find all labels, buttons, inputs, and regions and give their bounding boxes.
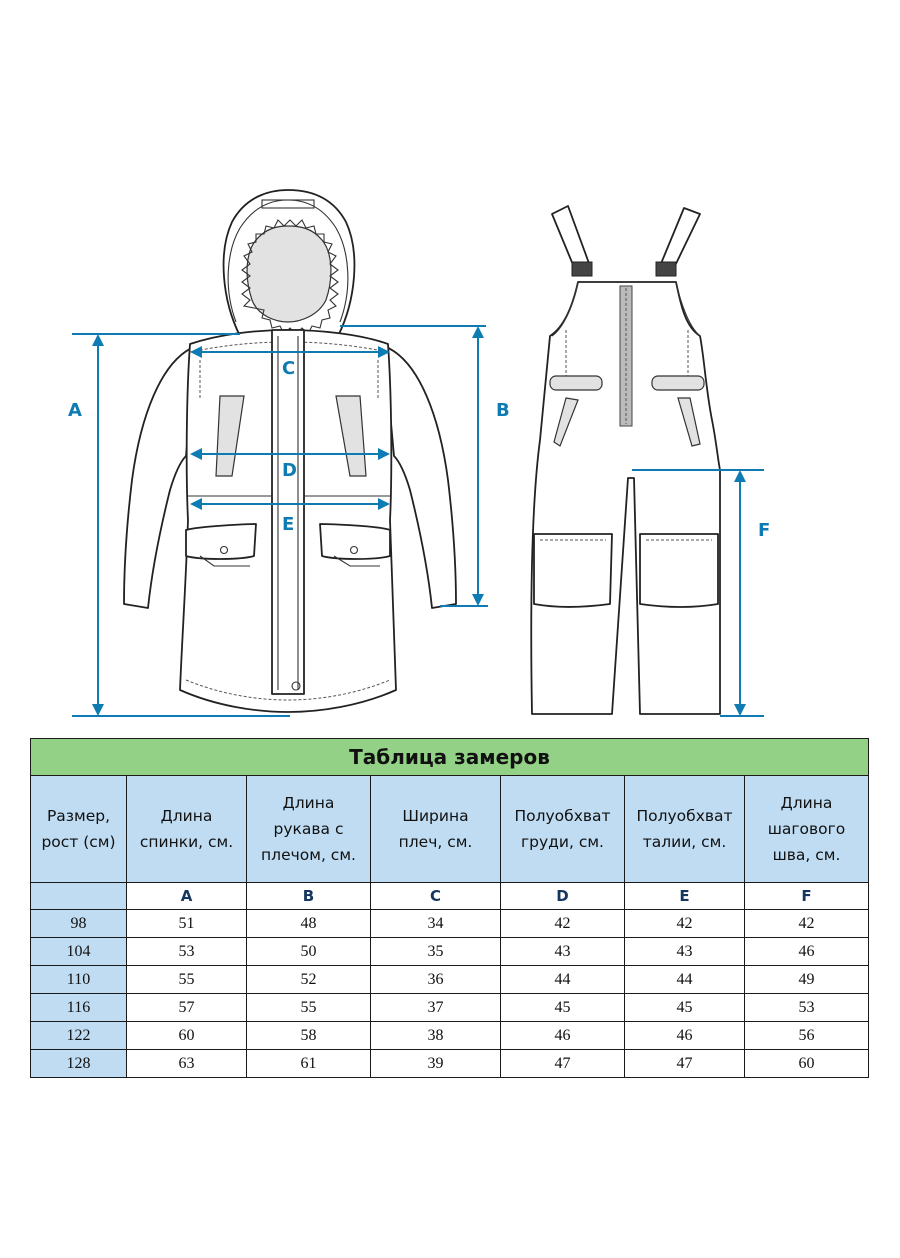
table-cell: 49 [745, 966, 869, 994]
overalls-drawing [531, 206, 720, 714]
table-cell: 42 [625, 910, 745, 938]
letter-cell: E [625, 883, 745, 910]
table-row [31, 1050, 869, 1078]
table-cell: 42 [501, 910, 625, 938]
table-cell: 46 [745, 938, 869, 966]
header-shoulder-width: Ширина плеч, см. [371, 776, 501, 883]
table-cell: 46 [625, 1022, 745, 1050]
table-cell: 60 [127, 1022, 247, 1050]
table-cell: 50 [247, 938, 371, 966]
dimension-letter-b: B [496, 400, 510, 421]
table-cell: 48 [247, 910, 371, 938]
table-cell: 35 [371, 938, 501, 966]
table-cell: 39 [371, 1050, 501, 1078]
table-cell: 42 [745, 910, 869, 938]
table-cell: 34 [371, 910, 501, 938]
table-cell: 47 [501, 1050, 625, 1078]
size-table [30, 738, 869, 1078]
header-inseam: Длина шагового шва, см. [745, 776, 869, 883]
size-cell: 128 [31, 1050, 127, 1078]
size-cell: 116 [31, 994, 127, 1022]
letter-cell: B [247, 883, 371, 910]
table-cell: 60 [745, 1050, 869, 1078]
table-row [31, 1022, 869, 1050]
table-cell: 36 [371, 966, 501, 994]
table-cell: 38 [371, 1022, 501, 1050]
table-row [31, 910, 869, 938]
header-waist: Полуобхват талии, см. [625, 776, 745, 883]
header-chest: Полуобхват груди, см. [501, 776, 625, 883]
size-cell: 104 [31, 938, 127, 966]
table-cell: 37 [371, 994, 501, 1022]
table-cell: 57 [127, 994, 247, 1022]
dimension-letter-a: A [68, 400, 82, 421]
table-cell: 53 [127, 938, 247, 966]
table-row [31, 938, 869, 966]
jacket-drawing [124, 190, 456, 712]
table-cell: 43 [501, 938, 625, 966]
table-row [31, 994, 869, 1022]
letter-cell: C [371, 883, 501, 910]
dimension-letter-c: C [282, 358, 296, 379]
table-cell: 44 [625, 966, 745, 994]
letter-cell: A [127, 883, 247, 910]
letter-row [31, 883, 869, 910]
table-cell: 55 [127, 966, 247, 994]
table-cell: 56 [745, 1022, 869, 1050]
table-cell: 55 [247, 994, 371, 1022]
header-sleeve-length: Длина рукава с плечом, см. [247, 776, 371, 883]
table-cell: 43 [625, 938, 745, 966]
table-cell: 61 [247, 1050, 371, 1078]
header-back-length: Длина спинки, см. [127, 776, 247, 883]
table-title: Таблица замеров [31, 739, 869, 776]
table-cell: 53 [745, 994, 869, 1022]
letter-cell [31, 883, 127, 910]
size-cell: 122 [31, 1022, 127, 1050]
table-cell: 47 [625, 1050, 745, 1078]
dimension-letter-e: E [282, 514, 295, 535]
letter-cell: D [501, 883, 625, 910]
dimension-letter-f: F [758, 520, 771, 541]
table-row [31, 966, 869, 994]
table-cell: 44 [501, 966, 625, 994]
table-cell: 51 [127, 910, 247, 938]
table-cell: 45 [625, 994, 745, 1022]
table-cell: 58 [247, 1022, 371, 1050]
size-cell: 98 [31, 910, 127, 938]
table-cell: 52 [247, 966, 371, 994]
letter-cell: F [745, 883, 869, 910]
size-cell: 110 [31, 966, 127, 994]
table-cell: 63 [127, 1050, 247, 1078]
table-cell: 45 [501, 994, 625, 1022]
table-cell: 46 [501, 1022, 625, 1050]
header-size: Размер, рост (см) [31, 776, 127, 883]
header-row [31, 776, 869, 883]
dimension-letter-d: D [282, 460, 297, 481]
